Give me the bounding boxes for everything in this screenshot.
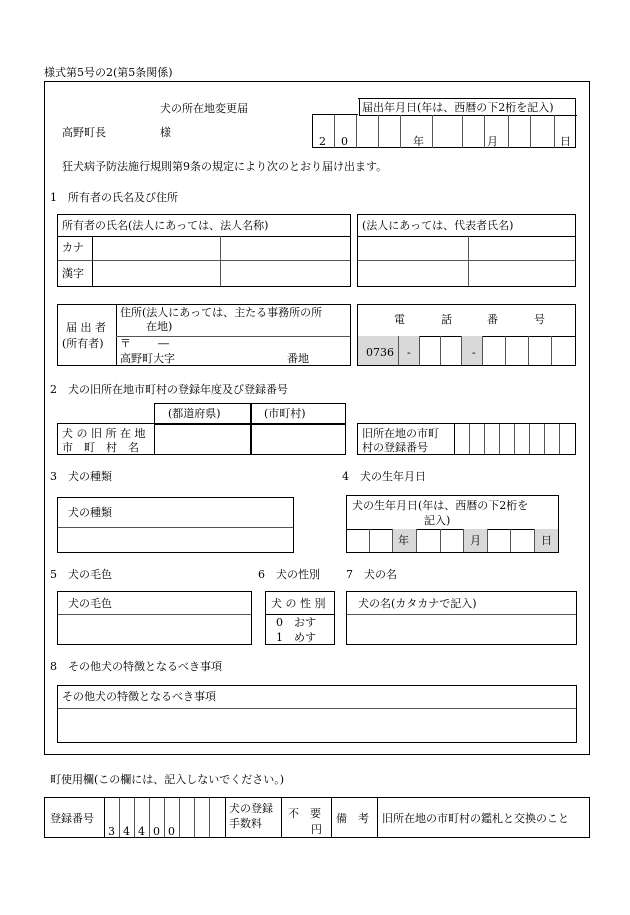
- reg-digit-1: 3: [108, 825, 115, 838]
- address-header-1: 住所(法人にあっては、主たる事務所の所: [120, 306, 323, 319]
- phone-header-1: 電: [394, 313, 405, 326]
- phone-dash-2: -: [472, 346, 476, 359]
- sex-label: 犬 の 性 別: [271, 597, 326, 610]
- postal-dash: ―: [158, 337, 169, 350]
- rep-name-input[interactable]: [358, 236, 574, 286]
- date-prefix-0: 0: [341, 135, 348, 148]
- owner-name-header: 所有者の氏名(法人にあっては、法人名称): [62, 219, 269, 232]
- date-year-unit: 年: [413, 135, 424, 148]
- section6-heading: 6 犬の性別: [258, 568, 320, 581]
- sex-option-male[interactable]: 0 おす: [276, 616, 316, 629]
- reg-digit-2: 4: [123, 825, 130, 838]
- dog-name-label: 犬の名(カタカナで記入): [358, 597, 477, 610]
- reg-digit-4: 0: [153, 825, 160, 838]
- features-label: その他犬の特徴となるべき事項: [62, 690, 216, 703]
- phone-header-4: 号: [534, 313, 545, 326]
- old-reg-label-1: 旧所在地の市町: [362, 427, 439, 440]
- address-prefix: 高野町大字: [120, 352, 175, 365]
- postal-mark: 〒: [120, 337, 131, 350]
- old-location-label-2: 市 町 村 名: [62, 441, 139, 454]
- dog-name-input[interactable]: [347, 614, 576, 644]
- birth-date-label-1: 犬の生年月日(年は、西暦の下2桁を: [352, 499, 529, 512]
- section5-heading: 5 犬の毛色: [50, 568, 112, 581]
- color-input[interactable]: [58, 614, 251, 644]
- breed-input[interactable]: [58, 527, 293, 552]
- kana-label: カナ: [62, 241, 84, 254]
- date-header: 届出年月日(年は、西暦の下2桁を記入): [362, 101, 554, 114]
- prefecture-input[interactable]: [155, 424, 249, 454]
- phone-area-code: 0736: [366, 346, 394, 359]
- birth-year-unit: 年: [398, 534, 409, 547]
- office-use-heading: 町使用欄(この欄には、記入しないでください。): [50, 773, 285, 786]
- city-header: (市町村): [264, 407, 306, 420]
- addressee-name: 高野町長: [62, 126, 106, 139]
- reg-digit-5: 0: [168, 825, 175, 838]
- fee-label-1: 犬の登録: [229, 802, 273, 815]
- date-day-unit: 日: [560, 135, 571, 148]
- addressee-honorific: 様: [160, 126, 171, 139]
- features-input[interactable]: [58, 708, 576, 742]
- birth-date-label-2: 記入): [424, 514, 451, 527]
- fee-label-2: 手数料: [229, 817, 262, 830]
- section8-heading: 8 その他犬の特徴となるべき事項: [50, 660, 222, 673]
- applicant-label-1: 届 出 者: [66, 321, 106, 334]
- date-prefix-2: 2: [319, 135, 326, 148]
- address-header-2: 在地): [146, 320, 173, 333]
- kanji-label: 漢字: [62, 267, 84, 280]
- sex-option-female[interactable]: 1 めす: [276, 631, 316, 644]
- section2-heading: 2 犬の旧所在地市町村の登録年度及び登録番号: [50, 383, 288, 396]
- remarks-text: 旧所在地の市町村の鑑札と交換のこと: [382, 812, 569, 825]
- owner-kanji-input[interactable]: [92, 260, 350, 286]
- old-reg-label-2: 村の登録番号: [362, 441, 428, 454]
- breed-label: 犬の種類: [68, 506, 112, 519]
- prefecture-header: (都道府県): [168, 407, 221, 420]
- form-number: 様式第5号の2(第5条関係): [44, 66, 173, 79]
- section7-heading: 7 犬の名: [346, 568, 397, 581]
- reg-number-label: 登録番号: [50, 812, 94, 825]
- phone-header-2: 話: [441, 313, 452, 326]
- fee-value-2: 円: [311, 823, 322, 836]
- rep-name-header: (法人にあっては、代表者氏名): [362, 219, 514, 232]
- applicant-label-2: (所有者): [62, 337, 104, 350]
- birth-date-cells[interactable]: [347, 529, 558, 552]
- fee-value-1: 不 要: [288, 807, 321, 820]
- address-input[interactable]: [176, 336, 350, 364]
- phone-header-3: 番: [487, 313, 498, 326]
- section3-heading: 3 犬の種類: [50, 470, 112, 483]
- date-cells[interactable]: [312, 115, 576, 148]
- city-input[interactable]: [251, 424, 345, 454]
- statement: 狂犬病予防法施行規則第9条の規定により次のとおり届け出ます。: [62, 160, 388, 173]
- form-title: 犬の所在地変更届: [160, 102, 248, 115]
- date-box-mask: [312, 98, 358, 115]
- section1-heading: 1 所有者の氏名及び住所: [50, 191, 178, 204]
- address-suffix: 番地: [287, 352, 309, 365]
- color-label: 犬の毛色: [68, 597, 112, 610]
- old-location-label-1: 犬 の 旧 所 在 地: [62, 427, 146, 440]
- birth-month-unit: 月: [470, 534, 481, 547]
- section4-heading: 4 犬の生年月日: [342, 470, 426, 483]
- date-month-unit: 月: [487, 135, 498, 148]
- owner-kana-input[interactable]: [92, 236, 350, 259]
- old-reg-number-input[interactable]: [454, 424, 575, 454]
- phone-dash-1: -: [407, 346, 411, 359]
- birth-day-unit: 日: [541, 534, 552, 547]
- reg-digit-3: 4: [138, 825, 145, 838]
- remarks-label: 備 考: [336, 812, 369, 825]
